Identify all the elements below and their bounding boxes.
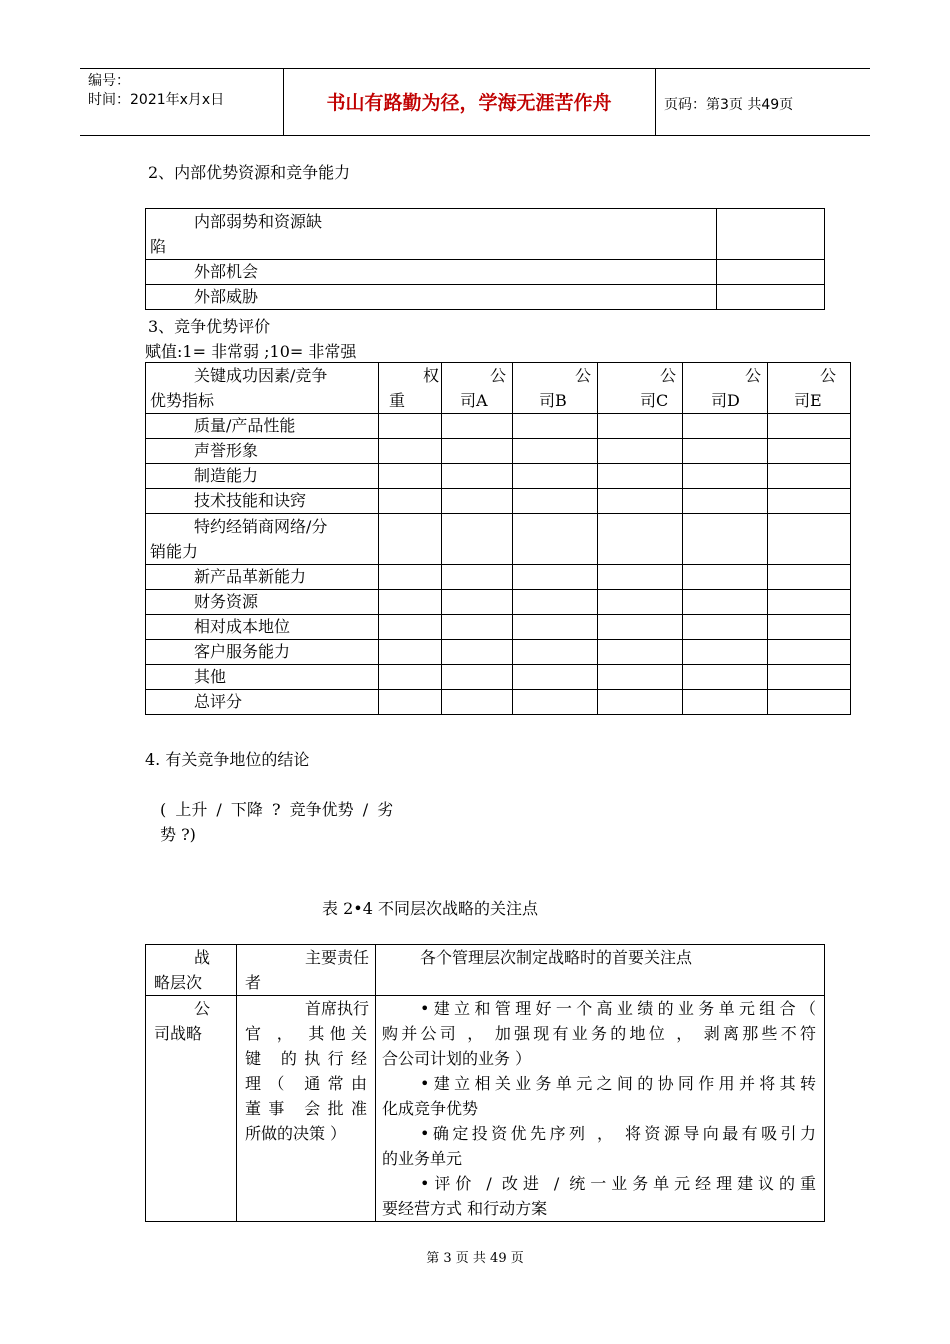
focus-line: •评价 / 改进 / 统一业务单元经理建议的重: [420, 1174, 816, 1193]
section4-title: 4. 有关竞争地位的结论: [145, 750, 310, 769]
header-divider: [655, 68, 656, 136]
table-cell: [237, 996, 376, 1222]
header-label: 战: [193, 948, 210, 967]
header-label: 关键成功因素/竞争: [194, 366, 328, 385]
section4-conclusion-line2: 势 ?): [160, 825, 196, 844]
factor-label: 客户服务能力: [194, 642, 291, 661]
table-cell: [146, 640, 379, 665]
table-row: [146, 690, 851, 715]
responsible-line: 键 的执行经: [245, 1049, 367, 1068]
footer-page-number: 第 3 页 共 49 页: [426, 1251, 524, 1266]
focus-line: 的业务单元: [382, 1149, 463, 1168]
company-label: 司C: [640, 391, 669, 410]
internal-resources-table: [145, 208, 825, 310]
weight-label: 权: [423, 366, 440, 385]
table-cell: [146, 439, 379, 464]
table-row: [146, 489, 851, 514]
table-cell: [237, 945, 376, 996]
table-row: [146, 209, 825, 260]
table-row: [146, 996, 825, 1222]
header-label: 优势指标: [150, 391, 215, 410]
strategy-level: 公: [193, 999, 210, 1018]
table-row: [146, 665, 851, 690]
strategy-level: 司战略: [154, 1024, 203, 1043]
company-label: 公: [489, 366, 506, 385]
responsible-line: 董事 会批准: [245, 1099, 367, 1118]
weight-label: 重: [389, 391, 406, 410]
focus-line: 合公司计划的业务 ）: [382, 1049, 532, 1068]
table-cell: [146, 565, 379, 590]
table-cell: [146, 464, 379, 489]
table-row: [146, 640, 851, 665]
responsible-line: 理（ 通常由: [245, 1074, 367, 1093]
factor-label: 销能力: [150, 542, 199, 561]
table-row: [146, 260, 825, 285]
table-cell: [442, 363, 513, 414]
table-cell: [768, 363, 851, 414]
company-label: 公: [819, 366, 836, 385]
factor-label: 总评分: [194, 692, 243, 711]
row-label: 外部威胁: [194, 287, 259, 306]
table-row: [146, 464, 851, 489]
company-label: 公: [744, 366, 761, 385]
factor-label: 相对成本地位: [194, 617, 291, 636]
table-cell: [717, 285, 825, 310]
table-cell: [146, 514, 379, 565]
focus-line: 化成竞争优势: [382, 1099, 479, 1118]
table-cell: [513, 363, 598, 414]
company-label: 司E: [794, 391, 822, 410]
company-label: 司A: [460, 391, 488, 410]
header-left: [88, 72, 224, 110]
table-header-row: [146, 363, 851, 414]
factor-label: 特约经销商网络/分: [194, 517, 328, 536]
table-row: [146, 590, 851, 615]
header-motto: 书山有路勤为径，学海无涯苦作舟: [326, 92, 612, 114]
table-cell: [146, 363, 379, 414]
table-cell: [717, 260, 825, 285]
responsible-line: 官 ， 其他关: [245, 1024, 367, 1043]
responsible-line: 首席执行: [304, 999, 369, 1018]
focus-line: •确定投资优先序列 ， 将资源导向最有吸引力: [420, 1124, 816, 1143]
table-row: [146, 565, 851, 590]
header-label: 各个管理层次制定战略时的首要关注点: [420, 948, 693, 967]
section3-scale: 赋值:1= 非常弱 ;10= 非常强: [145, 342, 357, 361]
table-cell: [146, 615, 379, 640]
company-label: 公: [574, 366, 591, 385]
factor-label: 技术技能和诀窍: [194, 491, 307, 510]
table-cell: [683, 363, 768, 414]
competitive-advantage-table: [145, 362, 851, 715]
table-cell: [376, 945, 825, 996]
table-row: [146, 615, 851, 640]
section3-title: 3、竞争优势评价: [148, 317, 271, 336]
table-cell: [717, 209, 825, 260]
header-number: 编号：: [88, 73, 130, 89]
table-cell: [598, 363, 683, 414]
table-row: [146, 285, 825, 310]
factor-label: 声誉形象: [194, 441, 259, 460]
table-cell: [146, 414, 379, 439]
header-bottom-rule: [80, 135, 870, 136]
factor-label: 制造能力: [194, 466, 259, 485]
table-cell: [146, 945, 237, 996]
table-header-row: [146, 945, 825, 996]
responsible-line: 所做的决策 ）: [245, 1124, 347, 1143]
table-cell: [146, 489, 379, 514]
table-cell: [376, 996, 825, 1222]
row-label: 陷: [150, 237, 167, 256]
header-time: 时间：2021年x月x日: [88, 92, 225, 108]
header-top-rule: [80, 68, 870, 69]
row-label: 内部弱势和资源缺: [194, 212, 323, 231]
table24-caption: 表 2•4 不同层次战略的关注点: [322, 899, 538, 918]
header-label: 者: [245, 973, 262, 992]
header-label: 略层次: [154, 973, 203, 992]
row-label: 外部机会: [194, 262, 259, 281]
table-row: [146, 439, 851, 464]
focus-line: •建立相关业务单元之间的协同作用并将其转: [420, 1074, 816, 1093]
factor-label: 财务资源: [194, 592, 259, 611]
header-page-number: 页码：第3页 共49页: [664, 97, 794, 113]
focus-line: 要经营方式 和行动方案: [382, 1199, 548, 1218]
table-row: [146, 414, 851, 439]
company-label: 司D: [711, 391, 740, 410]
table-cell: [146, 665, 379, 690]
table-cell: [146, 590, 379, 615]
table-cell: [146, 260, 717, 285]
section4-conclusion-line1: ( 上升 / 下降 ? 竞争优势 / 劣: [160, 800, 394, 819]
factor-label: 其他: [194, 667, 227, 686]
table-cell: [146, 285, 717, 310]
focus-line: 购并公司 ， 加强现有业务的地位 ， 剥离那些不符: [382, 1024, 816, 1043]
strategy-levels-table: [145, 944, 825, 1222]
focus-line: •建立和管理好一个高业绩的业务单元组合（: [420, 999, 816, 1018]
company-label: 公: [659, 366, 676, 385]
company-label: 司B: [539, 391, 567, 410]
factor-label: 质量/产品性能: [194, 416, 296, 435]
table-cell: [146, 209, 717, 260]
table-cell: [146, 690, 379, 715]
table-cell: [379, 363, 442, 414]
header-label: 主要责任: [304, 948, 369, 967]
factor-label: 新产品革新能力: [194, 567, 307, 586]
table-cell: [146, 996, 237, 1222]
section2-title: 2、内部优势资源和竞争能力: [148, 163, 351, 182]
table-row: [146, 514, 851, 565]
